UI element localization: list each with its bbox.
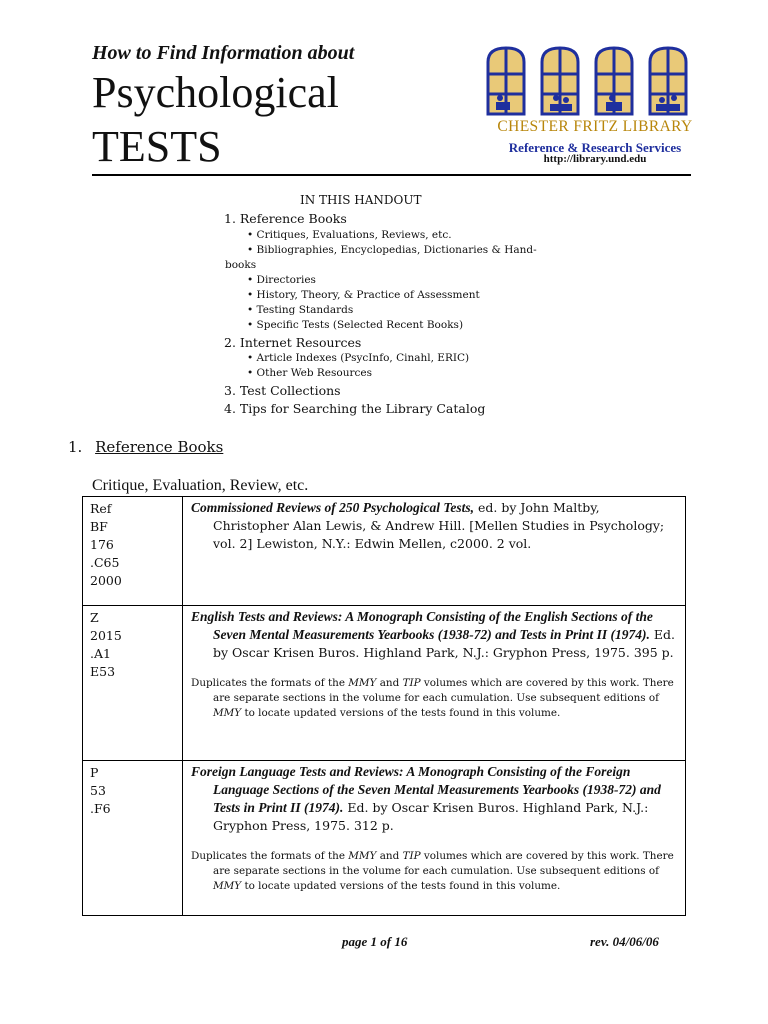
reference-note: Duplicates the formats of the MMY and TIP volumes which are covered by this work. There are separate sections in the volume for each cumulation. Use subsequent editions of MMY to locate updated versions of the tests found in this volume. — [191, 850, 674, 892]
call-number: Ref BF 176 .C65 2000 — [83, 497, 183, 606]
header-divider — [92, 174, 691, 176]
toc-item-3: 3. Test Collections — [224, 383, 341, 398]
toc-subitem: • Other Web Resources — [247, 367, 372, 379]
section-title: Reference Books — [95, 438, 224, 456]
library-name: CHESTER FRITZ LIBRARY — [497, 118, 693, 135]
reference-title: English Tests and Reviews: A Monograph Consisting of the English Sections of the Seven Mental Measurements Yearbooks (1938-72) and Tests in Print II (1974). — [191, 609, 653, 642]
library-url: http://library.und.edu — [543, 153, 647, 165]
revision-date: rev. 04/06/06 — [590, 934, 659, 949]
call-number: Z 2015 .A1 E53 — [83, 606, 183, 761]
toc-item-2: 2. Internet Resources — [224, 335, 362, 350]
table-row — [83, 606, 686, 761]
reference-entry — [183, 606, 686, 761]
toc-subitem: • Specific Tests (Selected Recent Books) — [247, 319, 464, 331]
toc-subitem: • Article Indexes (PsycInfo, Cinahl, ERIC) — [247, 352, 470, 364]
handout-subtitle: How to Find Information about — [92, 42, 355, 64]
table-row — [83, 497, 686, 606]
section-number: 1. — [68, 438, 83, 456]
reference-entry — [183, 761, 686, 916]
toc-subitem: • Critiques, Evaluations, Reviews, etc. — [247, 229, 452, 241]
handout-contents-heading: IN THIS HANDOUT — [300, 193, 422, 207]
page-title-line1: Psychological — [92, 68, 339, 117]
section-heading — [68, 438, 223, 456]
page-title-line2: TESTS — [92, 122, 222, 171]
table-row — [83, 761, 686, 916]
call-number: P 53 .F6 — [83, 761, 183, 916]
reference-entry — [183, 497, 686, 606]
toc-item-4: 4. Tips for Searching the Library Catalog — [224, 401, 486, 416]
page-number: page 1 of 16 — [342, 934, 408, 949]
toc-subitem-cont: books — [225, 259, 257, 271]
toc-subitem: • Bibliographies, Encyclopedias, Dictionaries & Hand- — [247, 244, 537, 256]
reference-note: Duplicates the formats of the MMY and TIP volumes which are covered by this work. There are separate sections in the volume for each cumulation. Use subsequent editions of MMY to locate updated versions of the tests found in this volume. — [191, 677, 674, 719]
subsection-heading: Critique, Evaluation, Review, etc. — [92, 477, 309, 494]
reference-title: Foreign Language Tests and Reviews: A Monograph Consisting of the Foreign Language Sections of the Seven Mental Measurements Yearbooks (1938-72) and Tests in Print II (1974). — [191, 764, 661, 815]
library-service: Reference & Research Services — [508, 140, 682, 155]
reference-details: ed. by John Maltby, Christopher Alan Lewis, & Andrew Hill. [Mellen Studies in Psychology; vol. 2] Lewiston, N.Y.: Edwin Mellen, c2000. 2 vol. — [213, 500, 665, 551]
reference-details: Ed. by Oscar Krisen Buros. Highland Park, N.J.: Gryphon Press, 1975. 312 p. — [213, 800, 649, 833]
reference-table — [82, 496, 686, 916]
reference-title: Commissioned Reviews of 250 Psychological Tests, — [191, 500, 474, 515]
toc-subitem: • Testing Standards — [247, 304, 354, 316]
toc-item-1: 1. Reference Books — [224, 211, 347, 226]
reference-details: Ed. by Oscar Krisen Buros. Highland Park, N.J.: Gryphon Press, 1975. 395 p. — [213, 627, 675, 660]
toc-subitem: • History, Theory, & Practice of Assessment — [247, 289, 480, 301]
toc-subitem: • Directories — [247, 274, 316, 286]
